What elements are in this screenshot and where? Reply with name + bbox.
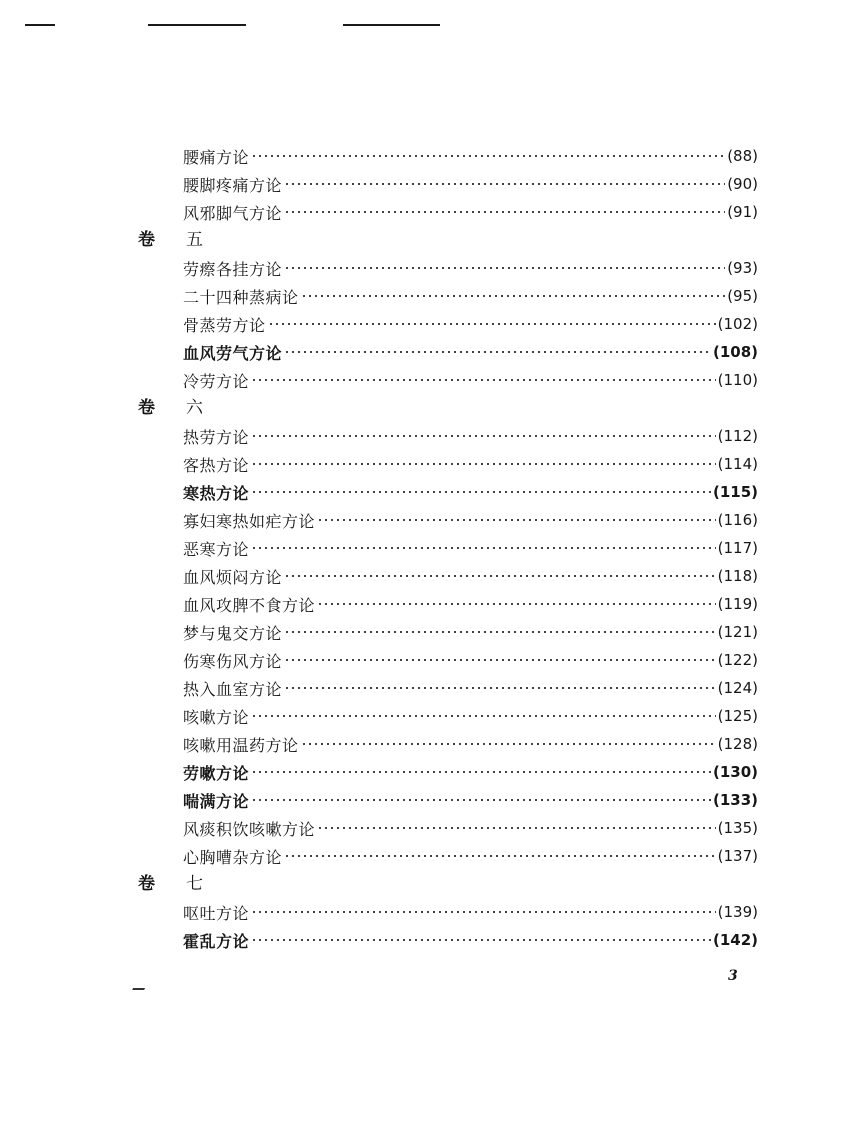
dot-leader [251,547,716,549]
toc-entry-page: (95) [727,287,758,305]
toc-entry[interactable] [183,786,758,814]
toc-entry[interactable] [183,198,758,226]
toc-entry-title: 冷劳方论 [183,371,250,391]
toc-entry-page: (117) [717,539,758,557]
toc-entry-page: (142) [712,931,758,949]
toc-entry-page: (122) [717,651,758,669]
toc-entry[interactable] [183,618,758,646]
toc-entry-title: 血风劳气方论 [183,343,283,363]
volume-label: 卷 [138,874,155,894]
toc-entry[interactable] [183,590,758,618]
toc-entry[interactable] [183,674,758,702]
toc-entry-page: (135) [717,819,758,837]
dot-leader [251,379,716,381]
toc-entry[interactable] [183,842,758,870]
toc-entry[interactable] [183,450,758,478]
toc-entry-page: (128) [717,735,758,753]
volume-label: 卷 [138,398,155,418]
dot-leader [301,295,726,297]
toc-entry[interactable] [183,926,758,954]
toc-entry-title: 劳瘵各挂方论 [183,259,283,279]
scan-mark [132,982,148,990]
toc-entry-title: 风痰积饮咳嗽方论 [183,819,316,839]
toc-entry[interactable] [183,646,758,674]
toc-entry-page: (124) [717,679,758,697]
toc-entry-title: 寒热方论 [183,483,250,503]
toc-entry-page: (90) [727,175,758,193]
toc-entry-page: (93) [727,259,758,277]
dot-leader [251,939,711,941]
dot-leader [284,211,725,213]
toc-entry[interactable] [183,758,758,786]
toc-entry-title: 心胸嘈杂方论 [183,847,283,867]
dot-leader [251,911,716,913]
volume-heading [138,226,203,254]
volume-label: 卷 [138,230,155,250]
toc-entry-title: 腰痛方论 [183,147,250,167]
dot-leader [301,743,716,745]
toc-entry[interactable] [183,310,758,338]
toc-entry-title: 喘满方论 [183,791,250,811]
dot-leader [251,771,711,773]
dot-leader [251,715,716,717]
toc-entry[interactable] [183,478,758,506]
toc-entry-page: (116) [717,511,758,529]
volume-number: 五 [186,230,203,250]
toc-entry-title: 腰脚疼痛方论 [183,175,283,195]
toc-entry[interactable] [183,338,758,366]
dot-leader [284,183,725,185]
toc-entry-page: (125) [717,707,758,725]
dot-leader [284,267,725,269]
toc-entry-page: (110) [717,371,758,389]
toc-entry-title: 咳嗽用温药方论 [183,735,299,755]
toc-entry-title: 恶寒方论 [183,539,250,559]
toc-entry[interactable] [183,282,758,310]
toc-entry-page: (118) [717,567,758,585]
toc-entry-title: 热劳方论 [183,427,250,447]
dot-leader [284,659,716,661]
dot-leader [251,463,716,465]
toc-entry[interactable] [183,254,758,282]
toc-entry-title: 寡妇寒热如疟方论 [183,511,316,531]
toc-entry[interactable] [183,506,758,534]
volume-heading [138,870,203,898]
dot-leader [284,351,711,353]
toc-entry-page: (112) [717,427,758,445]
toc-entry-page: (137) [717,847,758,865]
toc-entry[interactable] [183,142,758,170]
toc-entry[interactable] [183,730,758,758]
toc-entry[interactable] [183,422,758,450]
volume-heading [138,394,203,422]
toc-entry-page: (139) [717,903,758,921]
dot-leader [251,491,711,493]
toc-entry-title: 霍乱方论 [183,931,250,951]
toc-entry-title: 骨蒸劳方论 [183,315,266,335]
toc-entry-title: 热入血室方论 [183,679,283,699]
dot-leader [317,519,716,521]
page-number: 3 [728,968,738,984]
toc-entry-title: 风邪脚气方论 [183,203,283,223]
toc-entry-title: 劳嗽方论 [183,763,250,783]
toc-entry-title: 客热方论 [183,455,250,475]
dot-leader [284,687,716,689]
dot-leader [317,603,716,605]
dot-leader [284,631,716,633]
toc-entry-page: (88) [727,147,758,165]
dot-leader [284,855,716,857]
toc-entry-title: 血风攻脾不食方论 [183,595,316,615]
toc-entry-page: (108) [712,343,758,361]
toc-entry[interactable] [183,366,758,394]
volume-number: 六 [186,398,203,418]
dot-leader [284,575,716,577]
volume-number: 七 [186,874,203,894]
toc-entry-title: 伤寒伤风方论 [183,651,283,671]
toc-entry-page: (102) [717,315,758,333]
toc-entry[interactable] [183,170,758,198]
toc-entry[interactable] [183,702,758,730]
dot-leader [268,323,716,325]
toc-entry[interactable] [183,898,758,926]
header-rule-right [343,24,440,26]
dot-leader [251,435,716,437]
toc-entry-page: (133) [712,791,758,809]
toc-entry-title: 呕吐方论 [183,903,250,923]
toc-entry[interactable] [183,534,758,562]
toc-entry[interactable] [183,814,758,842]
toc-entry-title: 二十四种蒸病论 [183,287,299,307]
header-rule-left [25,24,55,26]
toc-entry-title: 血风烦闷方论 [183,567,283,587]
toc-entry-title: 梦与鬼交方论 [183,623,283,643]
toc-entry-title: 咳嗽方论 [183,707,250,727]
toc-entry-page: (119) [717,595,758,613]
toc-entry-page: (130) [712,763,758,781]
toc-entry-page: (121) [717,623,758,641]
dot-leader [317,827,716,829]
toc-entry-page: (114) [717,455,758,473]
header-rule-middle [148,24,246,26]
toc-entry-page: (91) [727,203,758,221]
dot-leader [251,799,711,801]
toc-entry-page: (115) [712,483,758,501]
dot-leader [251,155,725,157]
toc-entry[interactable] [183,562,758,590]
